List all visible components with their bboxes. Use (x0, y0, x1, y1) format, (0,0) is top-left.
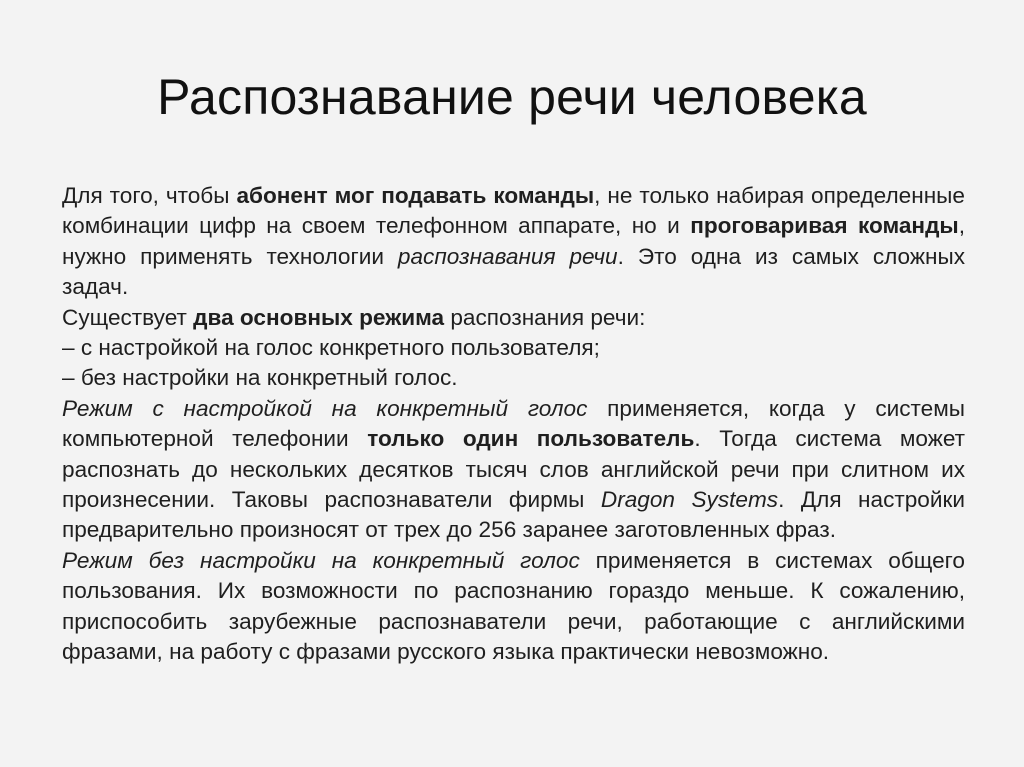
modes-text-2: распознания речи: (444, 304, 646, 330)
intro-text-4: . Это одна из самых сложных задач. (62, 243, 965, 300)
dependent-bold-1: только один пользователь (367, 426, 695, 452)
slide-title: Распознавание речи человека (157, 69, 867, 125)
dependent-italic-2: Dragon Systems (600, 487, 779, 513)
intro-italic-1: распознавания речи (397, 243, 618, 269)
list-item: – без настройки на конкретный голос. (62, 365, 458, 391)
paragraph-modes (62, 303, 965, 333)
paragraph-intro (62, 181, 965, 303)
list-item: – с настройкой на голос конкретного пользователя; (62, 335, 600, 361)
modes-text-1: Существует (62, 304, 194, 330)
paragraph-speaker-dependent (62, 394, 965, 546)
paragraph-speaker-independent (62, 546, 965, 668)
dependent-text-3: . Для настройки предварительно произносят от трех до 256 заранее заготовленных фраз. (62, 487, 965, 543)
dependent-italic-1: Режим с настройкой на конкретный голос (62, 395, 588, 421)
intro-bold-2: проговаривая команды (690, 213, 959, 239)
intro-text-2: , не только набирая определенные комбинации цифр на своем телефонном аппарате, но и (62, 183, 965, 239)
independent-text-1: применяется в системах общего пользования. Их возможности по распознанию гораздо меньше. К сожалению, приспособить зарубежные распознаватели речи, работающие с английскими фразами, на работу с фразами русского языка практически невозможно. (62, 547, 965, 665)
slide-body (62, 181, 965, 668)
dependent-text-2: . Тогда система может распознать до нескольких десятков тысяч слов английской речи при слитном их произнесении. Таковы распознаватели фирмы (62, 426, 965, 513)
dependent-text-1: применяется, когда у системы компьютерной телефонии (62, 395, 965, 452)
intro-text-3: , нужно применять технологии (62, 213, 966, 269)
intro-bold-1: абонент мог подавать команды (236, 183, 595, 208)
independent-italic-1: Режим без настройки на конкретный голос (62, 547, 580, 573)
intro-text-1: Для того, чтобы (62, 183, 237, 208)
modes-bold-1: два основных режима (193, 304, 445, 330)
